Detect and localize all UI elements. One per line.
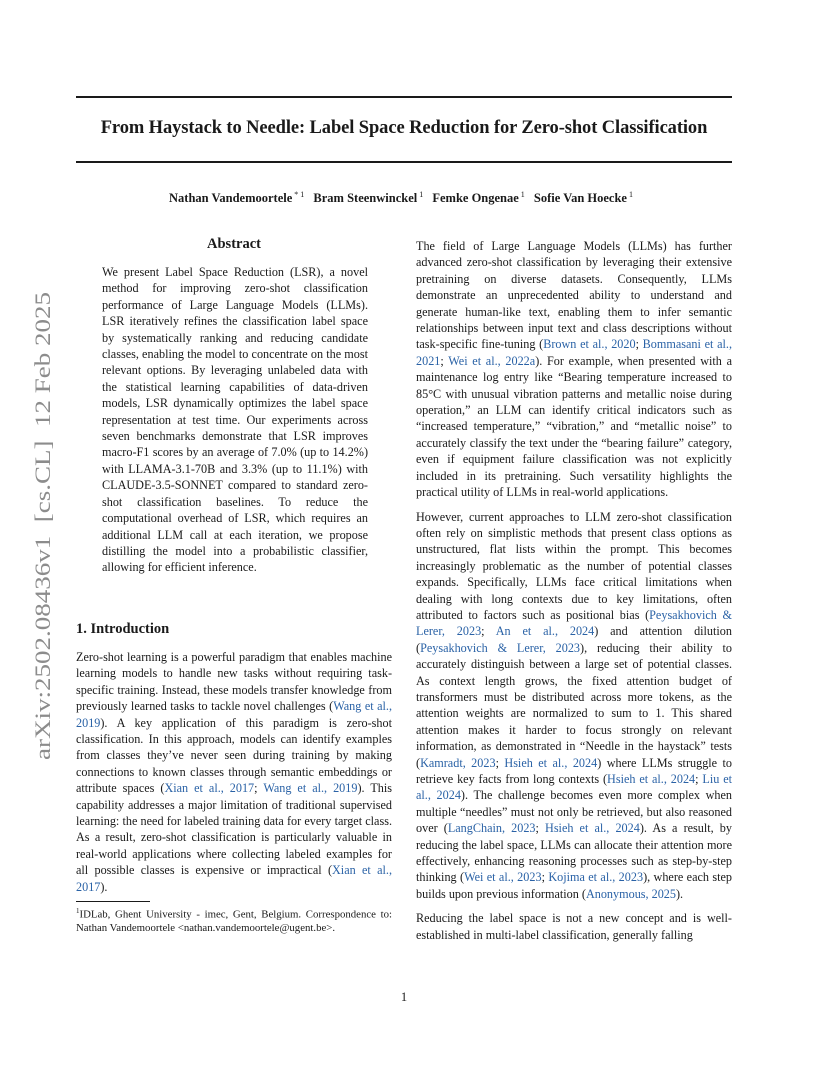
- text-run: ;: [635, 337, 643, 352]
- text-run: ), reducing their ability to accurately distinguish between a large set of potential classes. As context length grows, the fixed attention budget of transformers must be distributed across more tokens, as the attention weights are normalized to sum to 1. This shared attention makes it harder to focus strongly on relevant information, as demonstrated in “Needle in the haystack” tests (: [416, 640, 732, 770]
- citation-link[interactable]: Wei et al., 2022a: [448, 353, 536, 368]
- citation-link[interactable]: Wang et al., 2019: [76, 699, 392, 730]
- citation-link[interactable]: Wang et al., 2019: [263, 781, 358, 796]
- author-affiliation-mark: 1: [628, 190, 633, 199]
- text-run: ), where each step builds upon previous information (: [416, 870, 733, 901]
- section-heading-introduction: 1. Introduction: [76, 621, 170, 637]
- right-paragraph-1: [416, 238, 732, 501]
- citation-link[interactable]: Kojima et al., 2023: [548, 870, 644, 885]
- text-run: ;: [495, 755, 505, 770]
- text-run: ). The challenge becomes even more complex when multiple “needles” must not only be retrieved, but also reasoned over (: [416, 788, 733, 836]
- citation-link[interactable]: Hsieh et al., 2024: [545, 821, 640, 836]
- citation-link[interactable]: LangChain, 2023: [447, 821, 536, 836]
- author-name: Sofie Van Hoecke: [533, 191, 627, 206]
- text-run: ).: [676, 886, 684, 901]
- citation-link[interactable]: Liu et al., 2024: [416, 772, 732, 803]
- author-list: [0, 190, 808, 206]
- footnote-marker: 1: [76, 907, 80, 915]
- citation-link[interactable]: Brown et al., 2020: [543, 337, 636, 352]
- intro-paragraph-1: [76, 649, 392, 895]
- text-run: ). For example, when presented with a maintenance log entry like “Bearing temperature increased to 85°C with unusual vibration patterns and metallic noise during operation,” an LLM can identify critical indicators such as “increased temperature,” “vibration,” and “metallic noise” to accurately classify the text under the “bearing failure” category, even if equipment failure classification was not explicitly included in its pretraining. Such versatility highlights the practical utility of LLMs in real-world applications.: [416, 353, 733, 500]
- text-run: ). As a result, by reducing the label space, LLMs can allocate their attention more effectively, enhancing reasoning processes such as step-by-step thinking (: [416, 821, 732, 885]
- title-top-rule: [76, 96, 732, 98]
- left-column-body: [76, 649, 392, 895]
- citation-link[interactable]: Kamradt, 2023: [420, 755, 496, 770]
- citation-link[interactable]: Xian et al., 2017: [76, 863, 392, 894]
- abstract-heading: Abstract: [207, 236, 261, 252]
- citation-link[interactable]: An et al., 2024: [495, 624, 595, 639]
- arxiv-stamp: [20, 290, 60, 760]
- right-paragraph-2: [416, 509, 732, 903]
- author-affiliation-mark: * 1: [294, 190, 305, 199]
- text-run: ). A key application of this paradigm is zero-shot classification. In this approach, models can identify examples from classes they’ve never seen during training by making connections to known classes through semantic embeddings or attribute spaces (: [76, 715, 392, 796]
- text-run: The field of Large Language Models (LLMs) has further advanced zero-shot classification by leveraging their extensive pretraining on diverse datasets. Consequently, LLMs demonstrate an unprecedented ability to understand and generate human-like text, enabling them to infer semantic relationships between input text and class descriptions without task-specific fine-tuning (: [416, 239, 732, 352]
- text-run: ;: [541, 870, 549, 885]
- text-run: Zero-shot learning is a powerful paradigm that enables machine learning models to handle new tasks without requiring task-specific training. Instead, these models transfer knowledge from previously learned tasks to tackle novel challenges (: [76, 650, 392, 714]
- text-run: ) where LLMs struggle to retrieve key facts from long contexts (: [416, 755, 732, 786]
- text-run: ;: [481, 624, 496, 639]
- text-run: ;: [535, 821, 546, 836]
- citation-link[interactable]: Wei et al., 2023: [464, 870, 542, 885]
- text-run: ;: [440, 353, 449, 368]
- author-name: Femke Ongenae: [432, 191, 519, 206]
- text-run: ;: [254, 781, 264, 796]
- citation-link[interactable]: Bommasani et al., 2021: [416, 337, 732, 368]
- author-affiliation-mark: 1: [419, 190, 424, 199]
- author-name: Nathan Vandemoortele: [169, 191, 293, 206]
- citation-link[interactable]: Anonymous, 2025: [585, 886, 676, 901]
- arxiv-stamp-text: arXiv:2502.08436v1 [cs.CL] 12 Feb 2025: [30, 378, 55, 760]
- text-run: ) and attention dilution (: [416, 624, 732, 655]
- page-number: 1: [400, 990, 408, 1004]
- author-name: Bram Steenwinckel: [313, 191, 418, 206]
- title-bottom-rule: [76, 161, 732, 163]
- citation-link[interactable]: Peysakhovich & Lerer, 2023: [416, 607, 732, 639]
- right-paragraph-3: Reducing the label space is not a new concept and is well-established in multi-label classification, generally falling: [416, 911, 732, 942]
- text-run: ;: [695, 772, 703, 786]
- abstract-text: We present Label Space Reduction (LSR), a novel method for improving zero-shot classification performance of Large Language Models (LLMs). LSR iteratively refines the classification label space by systematically ranking and reducing candidate classes, enabling the model to concentrate on the most relevant options. By leveraging unlabeled data with the statistical learning capabilities of data-driven models, LSR dynamically optimizes the label space representation at test time. Our experiments across seven benchmarks demonstrate that LSR improves macro-F1 scores by an average of 7.0% (up to 14.2%) with LLAMA-3.1-70B and 3.3% (up to 11.1%) with CLAUDE-3.5-SONNET compared to standard zero-shot classification baselines. To reduce the computational overhead of LSR, which requires an additional LLM call at each iteration, we propose distilling the model into a probabilistic classifier, allowing for efficient inference.: [102, 265, 368, 575]
- right-column-body: [416, 238, 732, 943]
- text-run: ). This capability addresses a major limitation of traditional supervised learning: the need for labeled training data for every target class. As a result, zero-shot classification is particularly valuable in real-world applications where collecting labeled examples for all possible classes is expensive or impractical (: [76, 781, 392, 878]
- author-affiliation-mark: 1: [520, 190, 525, 199]
- footnote-rule: [76, 901, 150, 902]
- citation-link[interactable]: Hsieh et al., 2024: [607, 772, 696, 786]
- footnote-text: IDLab, Ghent University - imec, Gent, Belgium. Correspondence to: Nathan Vandemoortele <nathan.vandemoortele@ugent.be>.: [76, 908, 392, 935]
- text-run: However, current approaches to LLM zero-shot classification often rely on simplistic methods that present class options as unstructured, flat lists within the prompt. This becomes increasingly problematic as the number of potential classes expands. Specifically, LLMs face critical limitations when dealing with long contexts due to key limitations, often attributed to factors such as positional bias (: [416, 509, 732, 622]
- citation-link[interactable]: Peysakhovich & Lerer, 2023: [420, 640, 581, 655]
- footnote: [76, 905, 392, 936]
- citation-link[interactable]: Xian et al., 2017: [164, 781, 255, 796]
- paper-title: From Haystack to Needle: Label Space Reduction for Zero-shot Classification: [100, 118, 708, 138]
- citation-link[interactable]: Hsieh et al., 2024: [504, 755, 598, 770]
- abstract-body: [102, 264, 368, 576]
- text-run: ).: [100, 879, 108, 894]
